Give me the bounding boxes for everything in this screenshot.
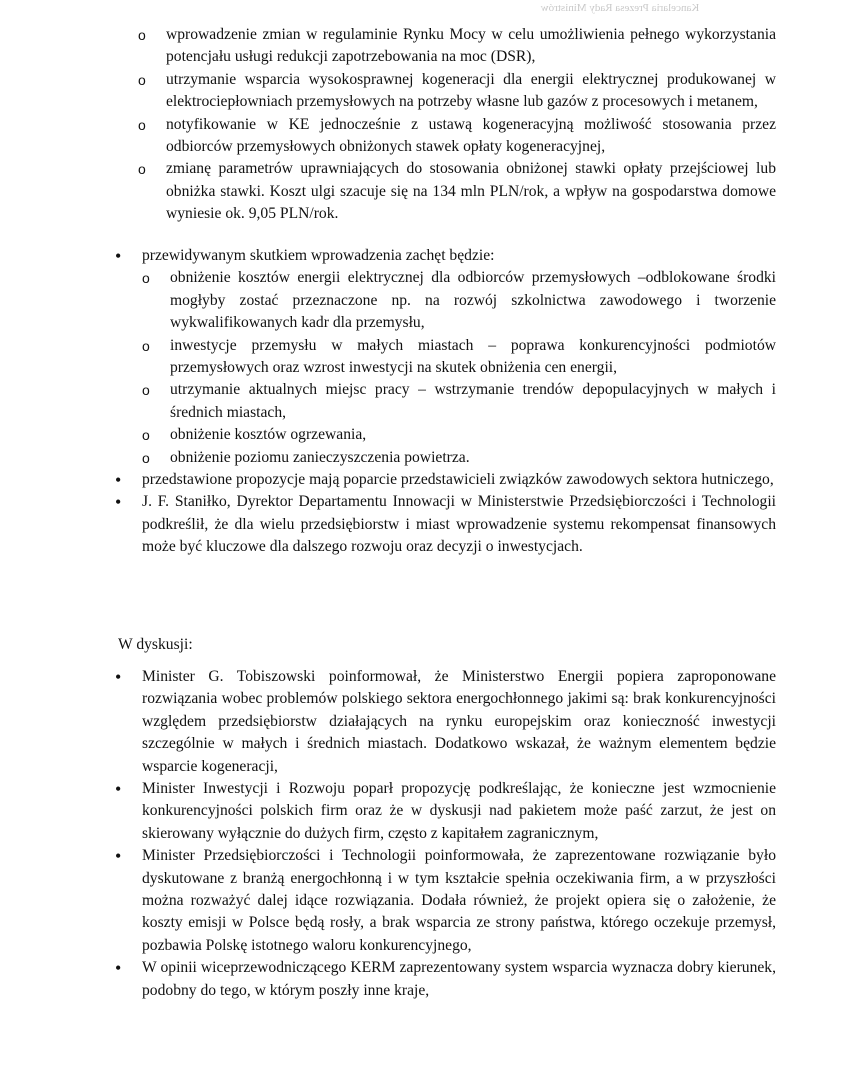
bullet-item-effects — [115, 245, 776, 469]
sublist-item: o wprowadzenie zmian w regulaminie Rynku Mocy w celu umożliwienia pełnego wykorzystania potencjału usługi redukcji zapotrzebowania na moc (DSR), — [138, 24, 776, 69]
bullet-item: • J. F. Staniłko, Dyrektor Departamentu Innowacji w Ministerstwie Przedsiębiorczości i Technologii podkreślił, że dla wielu przedsiębiorstw i miast wprowadzenie systemu rekompensat finansowych może być kluczowe dla dalszego rozwoju oraz decyzji o inwestycjach. — [115, 491, 776, 558]
intro-sublist — [138, 24, 776, 226]
sublist-item: o notyfikowanie w KE jednocześnie z ustawą kogeneracyjną możliwość stosowania przez odbiorców przemysłowych obniżonych stawek opłaty kogeneracyjnej, — [138, 114, 776, 159]
sublist-item: o zmianę parametrów uprawniających do stosowania obniżonej stawki opłaty przejściowej lub obniżka stawki. Koszt ulgi szacuje się na 134 mln PLN/rok, a wpływ na gospodarstwa domowe wyniesie ok. 9,05 PLN/rok. — [138, 158, 776, 225]
sublist-item: o obniżenie poziomu zanieczyszczenia powietrza. — [142, 447, 776, 469]
sublist-item: o inwestycje przemysłu w małych miastach – poprawa konkurencyjności podmiotów przemysłowych oraz wzrost inwestycji na skutek obniżenia cen energii, — [142, 335, 776, 380]
sublist-item: o obniżenie kosztów energii elektrycznej dla odbiorców przemysłowych –odblokowane środki mogłyby zostać przeznaczone np. na rozwój szkolnictwa zawodowego i tworzenie wykwalifikowanych kadr dla przemysłu, — [142, 267, 776, 334]
effects-sublist — [142, 267, 776, 469]
bullet-item: • Minister G. Tobiszowski poinformował, że Ministerstwo Energii popiera zaproponowane rozwiązania wobec problemów polskiego sektora energochłonnego jakimi są: brak konkurencyjności względem przedsiębiorstw działających na rynku europejskim oraz konieczność inwestycji szczególnie w małych i średnich miastach. Dodatkowo wskazał, że ważnym elementem będzie wsparcie kogeneracji, — [115, 666, 776, 778]
bullet-item: • Minister Przedsiębiorczości i Technologii poinformowała, że zaprezentowane rozwiązanie było dyskutowane z branżą energochłonną i w tym kształcie spełnia oczekiwania firm, a w przyszłości można rozważyć dalej idące rozwiązania. Dodała również, że projekt opiera się o założenie, że koszty emisji w Polsce będą rosły, a brak wsparcia ze strony państwa, którego oczekuje przemysł, pozbawia Polskę istotnego waloru konkurencyjnego, — [115, 845, 776, 957]
bullet-item: • przedstawione propozycje mają poparcie przedstawicieli związków zawodowych sektora hutniczego, — [115, 469, 776, 491]
discussion-heading: W dyskusji: — [118, 636, 193, 653]
effects-label: • przewidywanym skutkiem wprowadzenia zachęt będzie: — [142, 247, 495, 264]
bullet-item: • W opinii wiceprzewodniczącego KERM zaprezentowany system wsparcia wyznacza dobry kierunek, podobny do tego, w którym poszły inne kraje, — [115, 957, 776, 1002]
bullet-item: • Minister Inwestycji i Rozwoju poparł propozycję podkreślając, że konieczne jest wzmocnienie konkurencyjności polskich firm oraz że w dyskusji nad pakietem może paść zarzut, że jest on skierowany wyłącznie do dużych firm, często z kapitałem zagranicznym, — [115, 778, 776, 845]
sublist-item: o utrzymanie wsparcia wysokosprawnej kogeneracji dla energii elektrycznej produkowanej w elektrociepłowniach przemysłowych na potrzeby własne lub gazów z procesowych i metanem, — [138, 69, 776, 114]
effects-list — [115, 245, 776, 559]
discussion-list — [115, 666, 776, 1002]
sublist-item: o obniżenie kosztów ogrzewania, — [142, 424, 776, 446]
bleed-through-header: Kancelaria Prezesa Rady Ministrów — [540, 2, 700, 14]
sublist-item: o utrzymanie aktualnych miejsc pracy – wstrzymanie trendów depopulacyjnych w małych i średnich miastach, — [142, 379, 776, 424]
